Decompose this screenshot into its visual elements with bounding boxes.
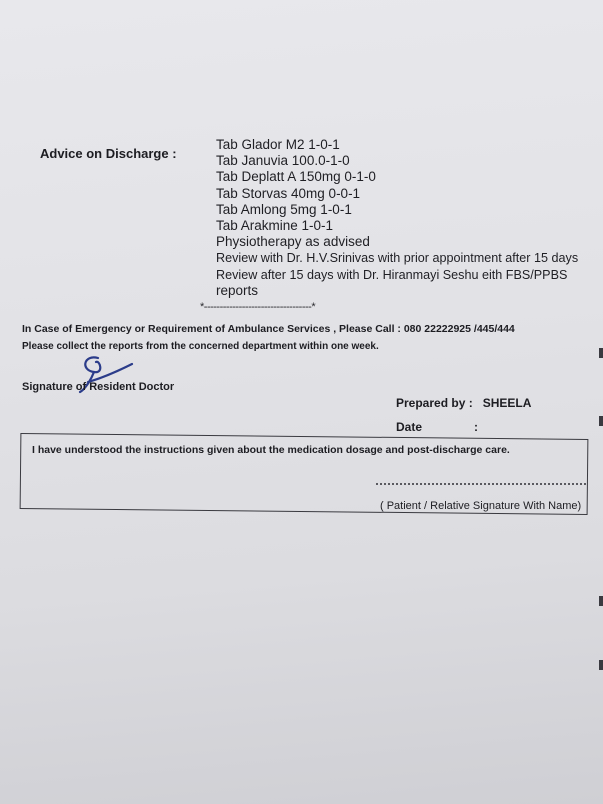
edge-mark	[599, 660, 603, 670]
separator-line: *----------------------------------*	[200, 301, 316, 313]
list-item: Review with Dr. H.V.Srinivas with prior appointment after 15 days	[216, 251, 579, 266]
list-item: Tab Arakmine 1-0-1	[216, 218, 334, 234]
edge-mark	[599, 596, 603, 606]
advice-label: Advice on Discharge :	[40, 146, 177, 161]
list-item: reports	[216, 282, 259, 298]
signature-dotted-line	[376, 483, 586, 485]
list-item: Tab Deplatt A 150mg 0-1-0	[216, 169, 376, 185]
list-item: Physiotherapy as advised	[216, 234, 370, 250]
date-row	[396, 420, 478, 434]
collect-reports-notice: Please collect the reports from the concerned department within one week.	[22, 341, 379, 352]
list-item: Tab Januvia 100.0-1-0	[216, 153, 350, 169]
acknowledgement-text: I have understood the instructions given about the medication dosage and post-discharge care.	[32, 444, 510, 456]
edge-mark	[599, 416, 603, 426]
list-item: Tab Storvas 40mg 0-0-1	[216, 185, 361, 201]
patient-signature-label: ( Patient / Relative Signature With Name)	[380, 500, 582, 512]
prepared-by	[396, 396, 531, 410]
date-colon: :	[474, 420, 479, 434]
list-item: Review after 15 days with Dr. Hiranmayi Seshu eith FBS/PPBS	[216, 267, 568, 282]
prepared-by-label: Prepared by :	[396, 396, 473, 410]
prepared-by-value: SHEELA	[482, 396, 532, 410]
medication-list	[216, 137, 601, 299]
date-label: Date	[396, 420, 423, 434]
edge-mark	[599, 348, 603, 358]
emergency-notice: In Case of Emergency or Requirement of Ambulance Services , Please Call : 080 22222925 /445/444	[22, 323, 515, 335]
list-item: Tab Amlong 5mg 1-0-1	[216, 201, 352, 217]
list-item: Tab Glador M2 1-0-1	[216, 137, 340, 152]
doctor-signature-label: Signature of Resident Doctor	[22, 381, 175, 393]
